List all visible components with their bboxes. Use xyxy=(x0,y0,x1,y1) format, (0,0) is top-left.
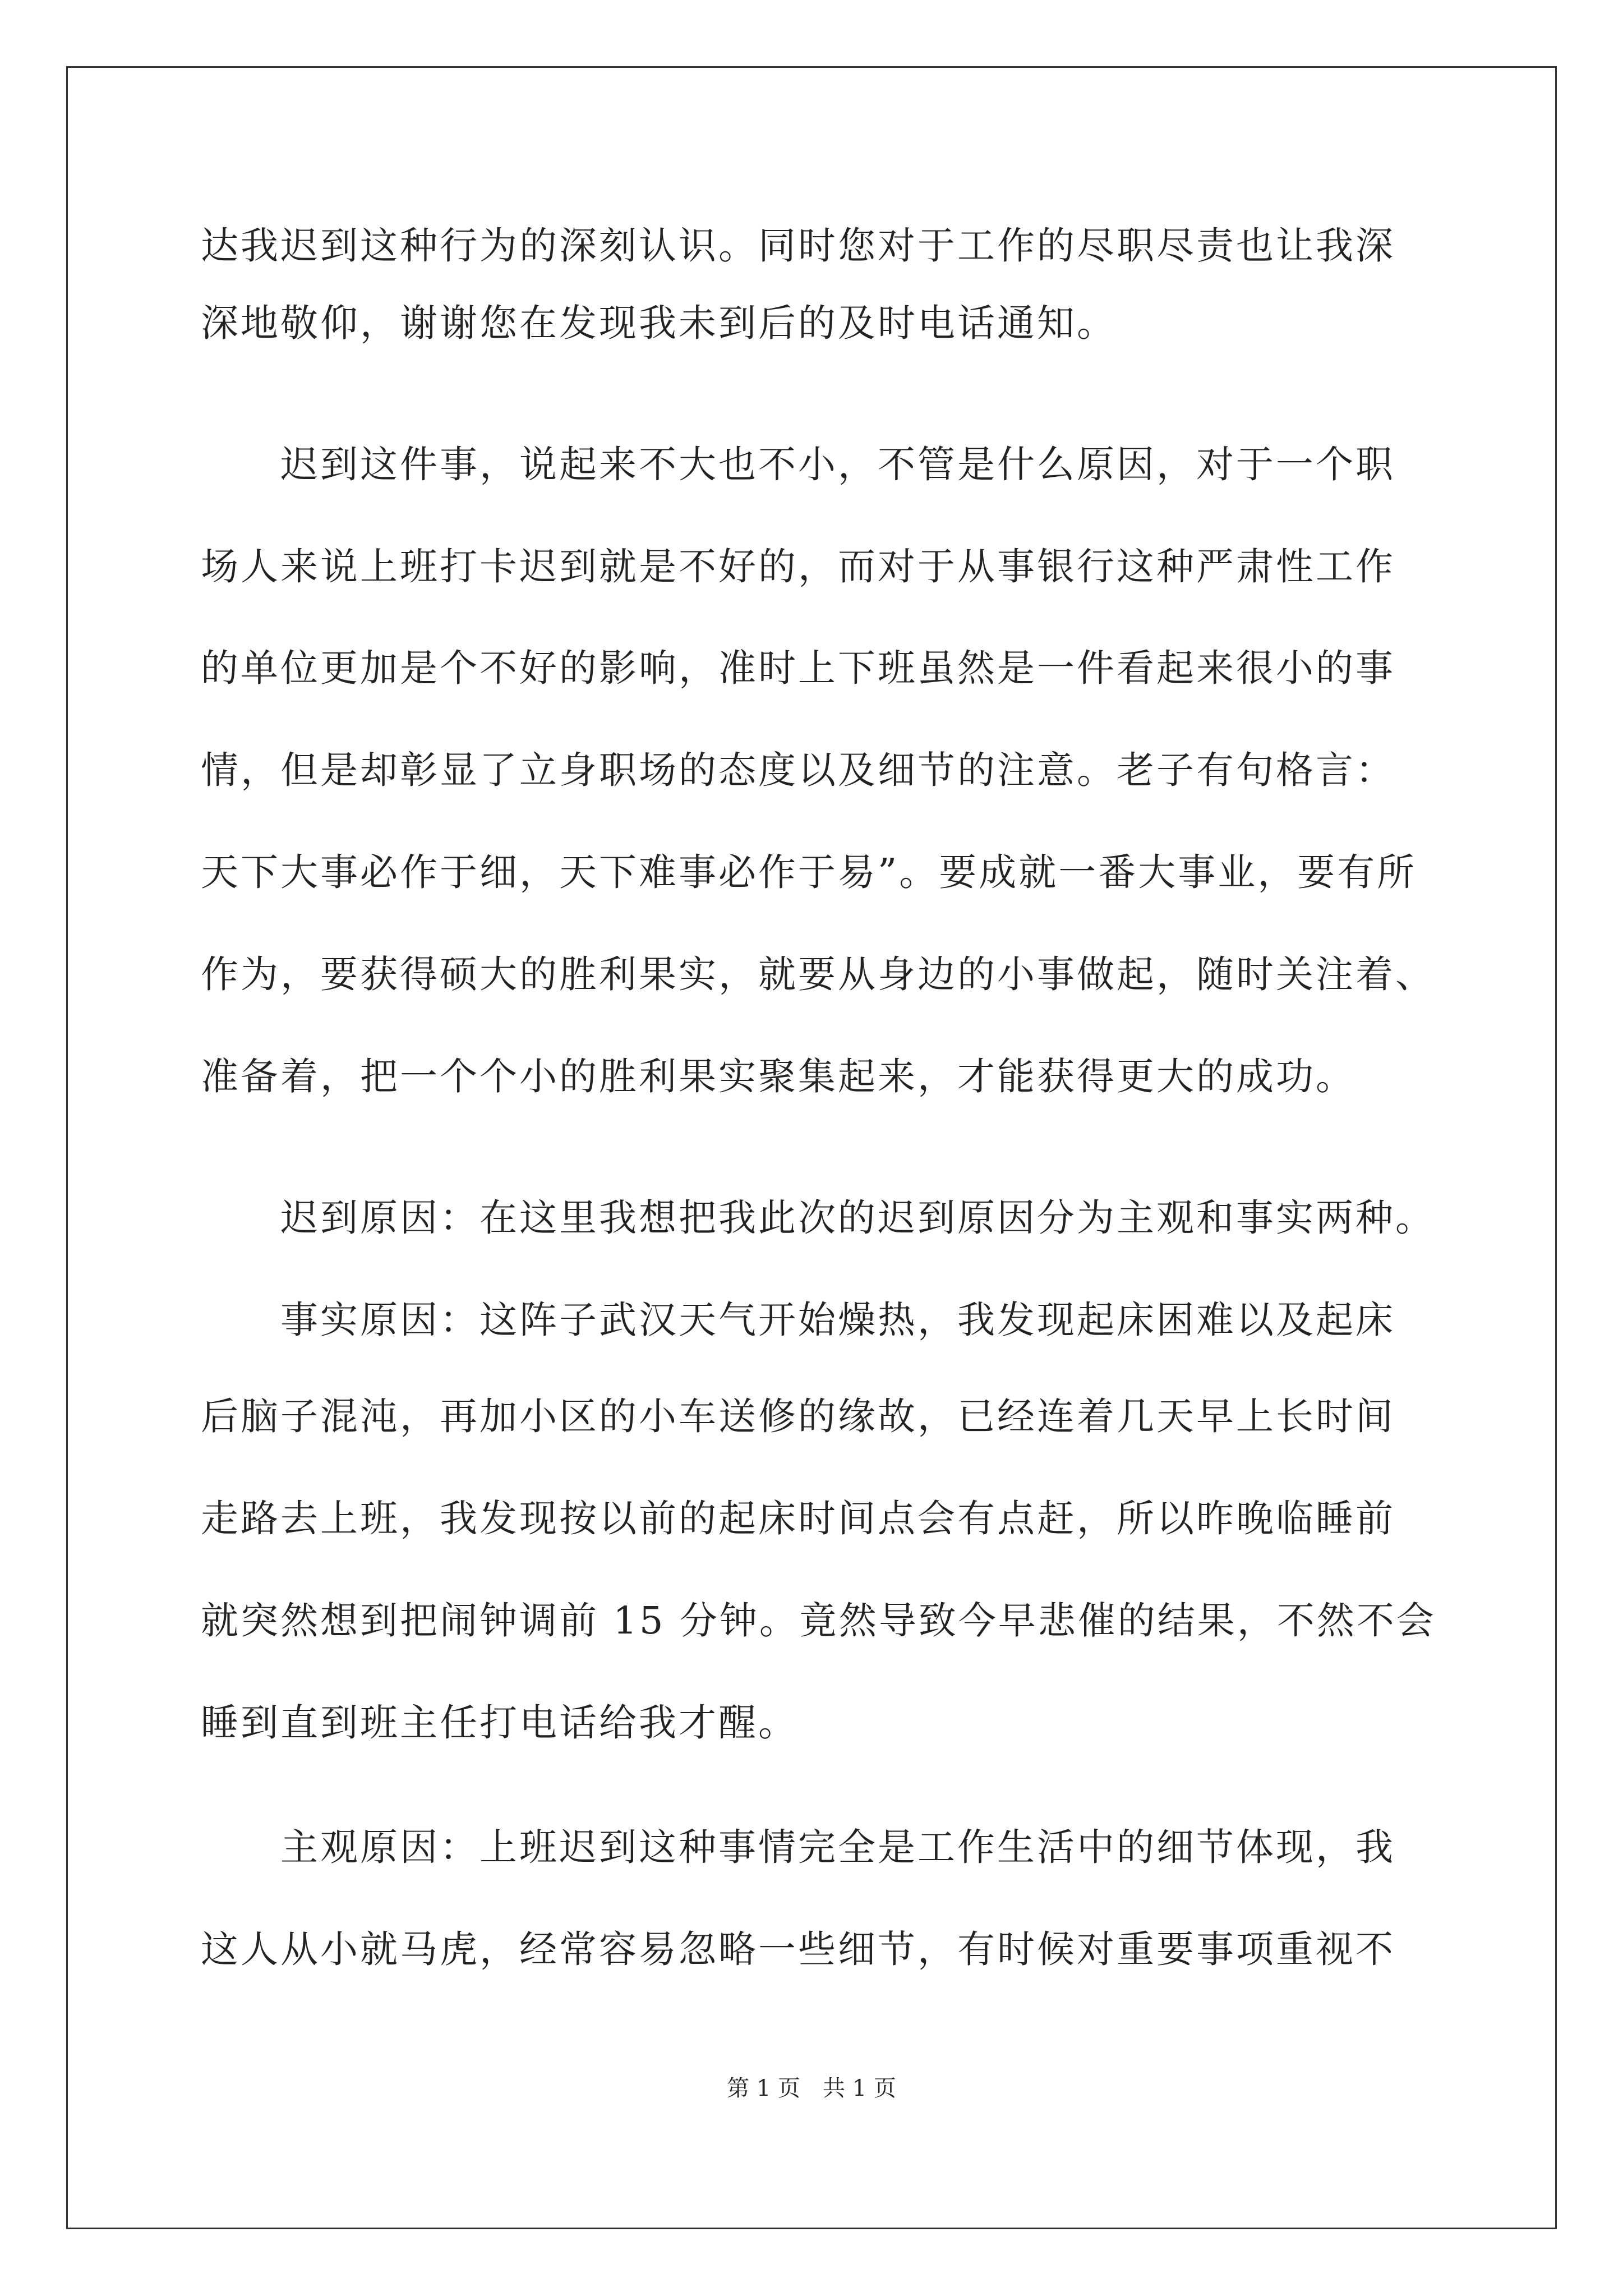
body-line: 迟到原因：在这里我想把我此次的迟到原因分为主观和事实两种。 xyxy=(201,1196,1435,1240)
body-line: 的单位更加是个不好的影响，准时上下班虽然是一件看起来很小的事 xyxy=(201,646,1395,690)
page-border xyxy=(66,66,1557,2229)
body-line: 准备着，把一个个小的胜利果实聚集起来，才能获得更大的成功。 xyxy=(201,1055,1355,1098)
body-line: 情，但是却彰显了立身职场的态度以及细节的注意。老子有句格言： xyxy=(201,748,1395,792)
body-line: 事实原因：这阵子武汉天气开始燥热，我发现起床困难以及起床 xyxy=(201,1298,1395,1342)
body-line: 场人来说上班打卡迟到就是不好的，而对于从事银行这种严肃性工作 xyxy=(201,545,1395,588)
body-line: 这人从小就马虎，经常容易忽略一些细节，有时候对重要事项重视不 xyxy=(201,1927,1395,1971)
body-line: 就突然想到把闹钟调前 15 分钟。竟然导致今早悲催的结果，不然不会 xyxy=(201,1599,1436,1642)
body-line: 深地敬仰，谢谢您在发现我未到后的及时电话通知。 xyxy=(201,301,1117,345)
body-line: 睡到直到班主任打电话给我才醒。 xyxy=(201,1701,798,1745)
body-line: 走路去上班，我发现按以前的起床时间点会有点赶，所以昨晚临睡前 xyxy=(201,1497,1395,1540)
body-line: 迟到这件事，说起来不大也不小，不管是什么原因，对于一个职 xyxy=(201,443,1395,486)
page-footer: 第 1 页 共 1 页 xyxy=(727,2076,896,2101)
body-line: 达我迟到这种行为的深刻认识。同时您对于工作的尽职尽责也让我深 xyxy=(201,224,1395,268)
body-line: 主观原因：上班迟到这种事情完全是工作生活中的细节体现，我 xyxy=(201,1825,1395,1869)
body-line: 天下大事必作于细，天下难事必作于易”。要成就一番大事业，要有所 xyxy=(201,850,1417,894)
body-line: 作为，要获得硕大的胜利果实，就要从身边的小事做起，随时关注着、 xyxy=(201,953,1435,996)
body-line: 后脑子混沌，再加小区的小车送修的缘故，已经连着几天早上长时间 xyxy=(201,1395,1395,1438)
